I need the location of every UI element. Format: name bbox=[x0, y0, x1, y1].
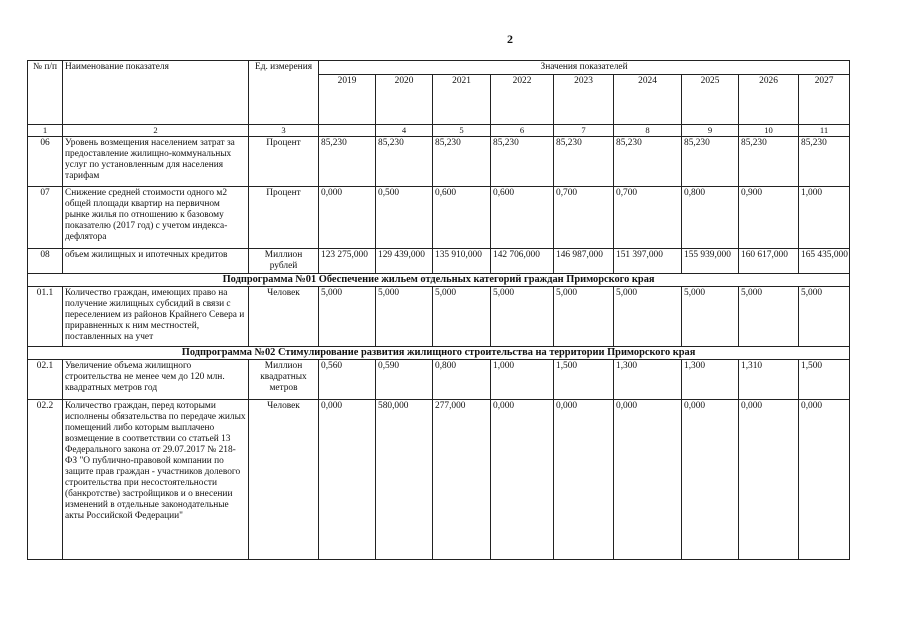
row-value: 5,000 bbox=[799, 287, 850, 347]
row-value: 85,230 bbox=[739, 137, 799, 187]
table-row bbox=[28, 360, 850, 400]
row-value: 5,000 bbox=[614, 287, 682, 347]
row-value: 1,300 bbox=[682, 360, 739, 400]
row-value: 5,000 bbox=[682, 287, 739, 347]
row-value: 0,500 bbox=[376, 187, 433, 249]
row-code: 01.1 bbox=[28, 287, 63, 347]
row-unit: Человек bbox=[249, 400, 319, 560]
row-value: 85,230 bbox=[799, 137, 850, 187]
table-row bbox=[28, 249, 850, 274]
row-value: 1,000 bbox=[799, 187, 850, 249]
column-number: 3 bbox=[249, 125, 319, 137]
row-value: 0,000 bbox=[319, 400, 376, 560]
row-value: 85,230 bbox=[614, 137, 682, 187]
row-value: 135 910,000 bbox=[433, 249, 491, 274]
table-row bbox=[28, 400, 850, 560]
row-value: 165 435,000 bbox=[799, 249, 850, 274]
page-number: 2 bbox=[507, 32, 513, 46]
row-value: 0,600 bbox=[433, 187, 491, 249]
row-value: 0,000 bbox=[614, 400, 682, 560]
header-year: 2019 bbox=[319, 75, 376, 125]
row-code: 06 bbox=[28, 137, 63, 187]
row-value: 85,230 bbox=[433, 137, 491, 187]
row-value: 160 617,000 bbox=[739, 249, 799, 274]
row-value: 5,000 bbox=[433, 287, 491, 347]
row-unit: Миллион рублей bbox=[249, 249, 319, 274]
row-value: 85,230 bbox=[682, 137, 739, 187]
row-name: Количество граждан, перед которыми исполнены обязательства по передаче жилых помещений либо которым выплачено возмещение в соответствии со статьей 13 Федерального закона от 29.07.2017 № 218-ФЗ "О публично-правовой компании по защите прав граждан - участников долевого строительства при несостоятельности (банкротстве) застройщиков и о внесении изменений в отдельные законодательные акты Российской Федерации" bbox=[63, 400, 249, 560]
row-value: 0,000 bbox=[739, 400, 799, 560]
row-value: 1,300 bbox=[614, 360, 682, 400]
row-name: Снижение средней стоимости одного м2 общей площади квартир на первичном рынке жилья по отношению к базовому показателю (2017 год) с учетом индекса-дефлятора bbox=[63, 187, 249, 249]
column-number: 6 bbox=[491, 125, 554, 137]
header-unit: Ед. измерения bbox=[249, 61, 319, 125]
row-value: 0,800 bbox=[682, 187, 739, 249]
column-number bbox=[319, 125, 376, 137]
row-value: 5,000 bbox=[319, 287, 376, 347]
row-value: 0,560 bbox=[319, 360, 376, 400]
row-name: Количество граждан, имеющих право на получение жилищных субсидий в связи с переселением из районов Крайнего Севера и приравненных к ним местностей, поставленных на учет bbox=[63, 287, 249, 347]
row-name: Увеличение объема жилищного строительства не менее чем до 120 млн. квадратных метров год bbox=[63, 360, 249, 400]
row-value: 5,000 bbox=[739, 287, 799, 347]
column-number: 2 bbox=[63, 125, 249, 137]
column-number: 11 bbox=[799, 125, 850, 137]
row-code: 02.2 bbox=[28, 400, 63, 560]
row-value: 0,800 bbox=[433, 360, 491, 400]
header-num: № п/п bbox=[28, 61, 63, 125]
row-value: 0,590 bbox=[376, 360, 433, 400]
row-value: 129 439,000 bbox=[376, 249, 433, 274]
column-number: 7 bbox=[554, 125, 614, 137]
row-unit: Человек bbox=[249, 287, 319, 347]
header-year: 2027 bbox=[799, 75, 850, 125]
row-value: 5,000 bbox=[376, 287, 433, 347]
row-unit: Миллион квадратных метров bbox=[249, 360, 319, 400]
row-name: Уровень возмещения населением затрат за предоставление жилищно-коммунальных услуг по установленным для населения тарифам bbox=[63, 137, 249, 187]
row-value: 580,000 bbox=[376, 400, 433, 560]
row-value: 0,600 bbox=[491, 187, 554, 249]
row-code: 07 bbox=[28, 187, 63, 249]
row-value: 142 706,000 bbox=[491, 249, 554, 274]
row-value: 85,230 bbox=[319, 137, 376, 187]
header-year: 2020 bbox=[376, 75, 433, 125]
row-value: 0,000 bbox=[799, 400, 850, 560]
row-name: объем жилищных и ипотечных кредитов bbox=[63, 249, 249, 274]
row-value: 85,230 bbox=[491, 137, 554, 187]
row-value: 0,000 bbox=[491, 400, 554, 560]
header-year: 2024 bbox=[614, 75, 682, 125]
row-value: 123 275,000 bbox=[319, 249, 376, 274]
column-number: 9 bbox=[682, 125, 739, 137]
header-year: 2026 bbox=[739, 75, 799, 125]
row-value: 1,000 bbox=[491, 360, 554, 400]
table-row bbox=[28, 287, 850, 347]
row-value: 0,700 bbox=[614, 187, 682, 249]
column-number: 10 bbox=[739, 125, 799, 137]
row-code: 08 bbox=[28, 249, 63, 274]
header-year: 2025 bbox=[682, 75, 739, 125]
table-row bbox=[28, 187, 850, 249]
header-year: 2021 bbox=[433, 75, 491, 125]
header-year: 2023 bbox=[554, 75, 614, 125]
row-value: 1,500 bbox=[554, 360, 614, 400]
column-numbers-row bbox=[28, 125, 850, 137]
column-number: 5 bbox=[433, 125, 491, 137]
row-value: 0,000 bbox=[682, 400, 739, 560]
row-unit: Процент bbox=[249, 187, 319, 249]
row-value: 1,310 bbox=[739, 360, 799, 400]
row-value: 5,000 bbox=[491, 287, 554, 347]
column-number: 8 bbox=[614, 125, 682, 137]
subprogram-title: Подпрограмма №01 Обеспечение жильем отдельных категорий граждан Приморского края bbox=[28, 274, 850, 287]
row-value: 277,000 bbox=[433, 400, 491, 560]
row-value: 0,000 bbox=[319, 187, 376, 249]
row-code: 02.1 bbox=[28, 360, 63, 400]
row-value: 0,700 bbox=[554, 187, 614, 249]
row-value: 1,500 bbox=[799, 360, 850, 400]
row-value: 155 939,000 bbox=[682, 249, 739, 274]
header-year: 2022 bbox=[491, 75, 554, 125]
subprogram-row bbox=[28, 274, 850, 287]
column-number: 1 bbox=[28, 125, 63, 137]
row-value: 0,900 bbox=[739, 187, 799, 249]
row-value: 5,000 bbox=[554, 287, 614, 347]
indicators-table bbox=[27, 60, 850, 560]
subprogram-title: Подпрограмма №02 Стимулирование развития жилищного строительства на территории Приморского края bbox=[28, 347, 850, 360]
subprogram-row bbox=[28, 347, 850, 360]
row-value: 146 987,000 bbox=[554, 249, 614, 274]
row-value: 0,000 bbox=[554, 400, 614, 560]
column-number: 4 bbox=[376, 125, 433, 137]
row-value: 151 397,000 bbox=[614, 249, 682, 274]
header-name: Наименование показателя bbox=[63, 61, 249, 125]
header-values-title: Значения показателей bbox=[319, 61, 850, 75]
row-unit: Процент bbox=[249, 137, 319, 187]
row-value: 85,230 bbox=[554, 137, 614, 187]
table-row bbox=[28, 137, 850, 187]
row-value: 85,230 bbox=[376, 137, 433, 187]
